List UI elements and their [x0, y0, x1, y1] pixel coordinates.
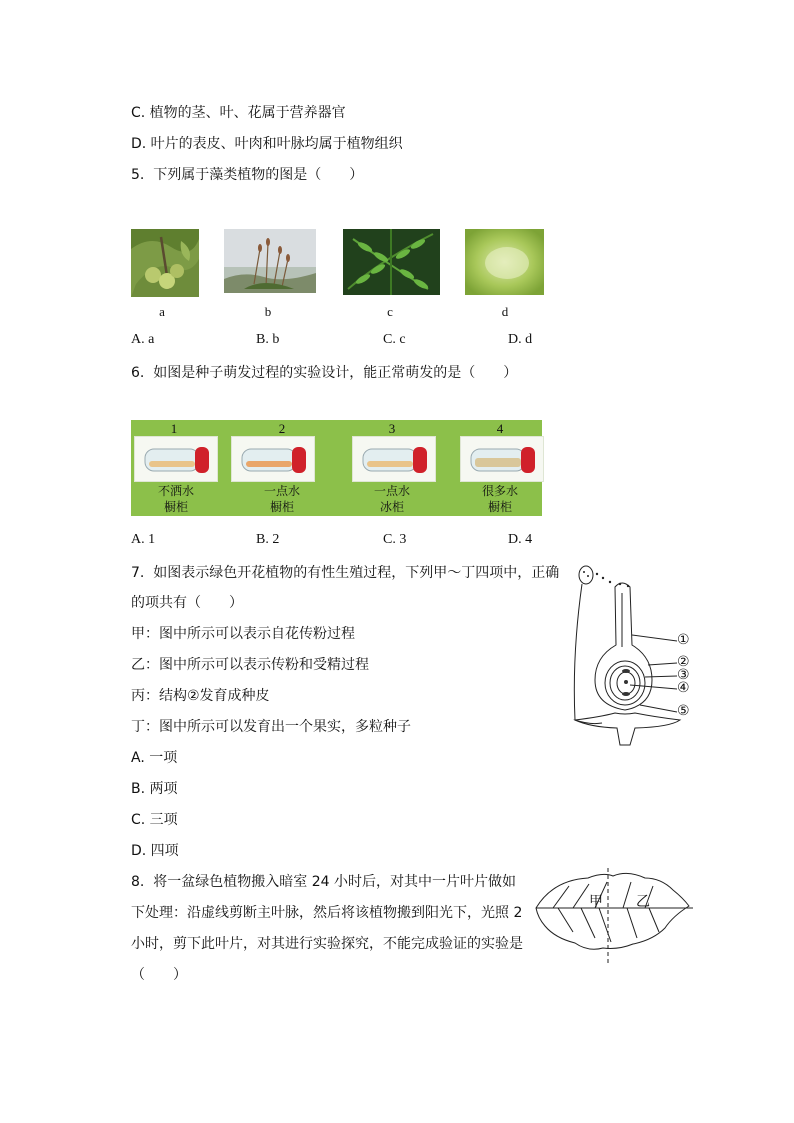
- q6-option-b: B. 2: [256, 532, 280, 547]
- tube-1-place: 橱柜: [163, 500, 188, 514]
- label-4: ④: [677, 680, 690, 696]
- label-5: ⑤: [677, 703, 690, 719]
- leaf-label-jia: 甲: [589, 894, 603, 910]
- question-8-line1: 8. 将一盆绿色植物搬入暗室 24 小时后，对其中一片叶片做如: [131, 874, 516, 890]
- caption-a: a: [159, 304, 165, 319]
- question-7-jia: 甲：图中所示可以表示自花传粉过程: [131, 626, 355, 642]
- photo-c-fern: [343, 229, 440, 295]
- question-7-line2: 的项共有（ ）: [131, 595, 243, 611]
- tube-3-water: 一点水: [373, 484, 410, 498]
- q5-option-a: A. a: [131, 332, 155, 347]
- option-d-prev: D. 叶片的表皮、叶肉和叶脉均属于植物组织: [131, 136, 403, 152]
- q5-option-b: B. b: [256, 332, 280, 347]
- question-7-option-a: A. 一项: [131, 750, 178, 766]
- tube-number-1: 1: [170, 421, 178, 436]
- tube-2: [231, 436, 315, 482]
- question-8-line4: （ ）: [131, 967, 187, 983]
- caption-b: b: [264, 304, 272, 319]
- leaf-diagram: [533, 868, 693, 963]
- label-2: ②: [677, 654, 690, 670]
- label-1: ①: [677, 632, 690, 648]
- option-c-prev: C. 植物的茎、叶、花属于营养器官: [131, 105, 346, 121]
- q5-option-d: D. d: [508, 332, 533, 347]
- question-7-yi: 乙：图中所示可以表示传粉和受精过程: [131, 657, 369, 673]
- q6-option-a: A. 1: [131, 532, 156, 547]
- caption-c: c: [387, 304, 393, 319]
- q6-option-d: D. 4: [508, 532, 533, 547]
- question-5: 5. 下列属于藻类植物的图是（ ）: [131, 167, 364, 183]
- question-8-line3: 小时，剪下此叶片，对其进行实验探究，不能完成验证的实验是: [131, 936, 523, 952]
- photo-d-algae: [465, 229, 544, 295]
- question-7-option-d: D. 四项: [131, 843, 179, 859]
- question-7-ding: 丁：图中所示可以发育出一个果实，多粒种子: [131, 719, 411, 735]
- tube-4-place: 橱柜: [487, 500, 512, 514]
- photo-b-moss: [224, 229, 316, 293]
- tube-3: [352, 436, 436, 482]
- pistil-diagram: [570, 565, 705, 750]
- tube-4: [460, 436, 544, 482]
- tube-number-4: 4: [496, 421, 504, 436]
- tube-1-water: 不洒水: [157, 484, 194, 498]
- question-8-line2: 下处理：沿虚线剪断主叶脉，然后将该植物搬到阳光下，光照 2: [131, 905, 523, 921]
- q6-option-c: C. 3: [383, 532, 407, 547]
- tube-number-2: 2: [278, 421, 286, 436]
- q5-option-c: C. c: [383, 332, 406, 347]
- tube-2-place: 橱柜: [269, 500, 294, 514]
- leaf-label-yi: 乙: [636, 894, 650, 910]
- tube-number-3: 3: [388, 421, 396, 436]
- label-3: ③: [677, 667, 690, 683]
- tube-2-water: 一点水: [263, 484, 300, 498]
- question-6: 6. 如图是种子萌发过程的实验设计，能正常萌发的是（ ）: [131, 365, 518, 381]
- photo-a-ginkgo: [131, 229, 199, 297]
- tube-4-water: 很多水: [481, 484, 518, 498]
- question-7-line1: 7. 如图表示绿色开花植物的有性生殖过程，下列甲～丁四项中，正确: [131, 565, 560, 581]
- question-7-option-b: B. 两项: [131, 781, 178, 797]
- question-7-option-c: C. 三项: [131, 812, 178, 828]
- question-7-bing: 丙：结构②发育成种皮: [131, 688, 270, 704]
- tube-1: [134, 436, 218, 482]
- caption-d: d: [501, 304, 509, 319]
- tube-3-place: 冰柜: [379, 500, 404, 514]
- seed-germination-panel: [131, 420, 542, 516]
